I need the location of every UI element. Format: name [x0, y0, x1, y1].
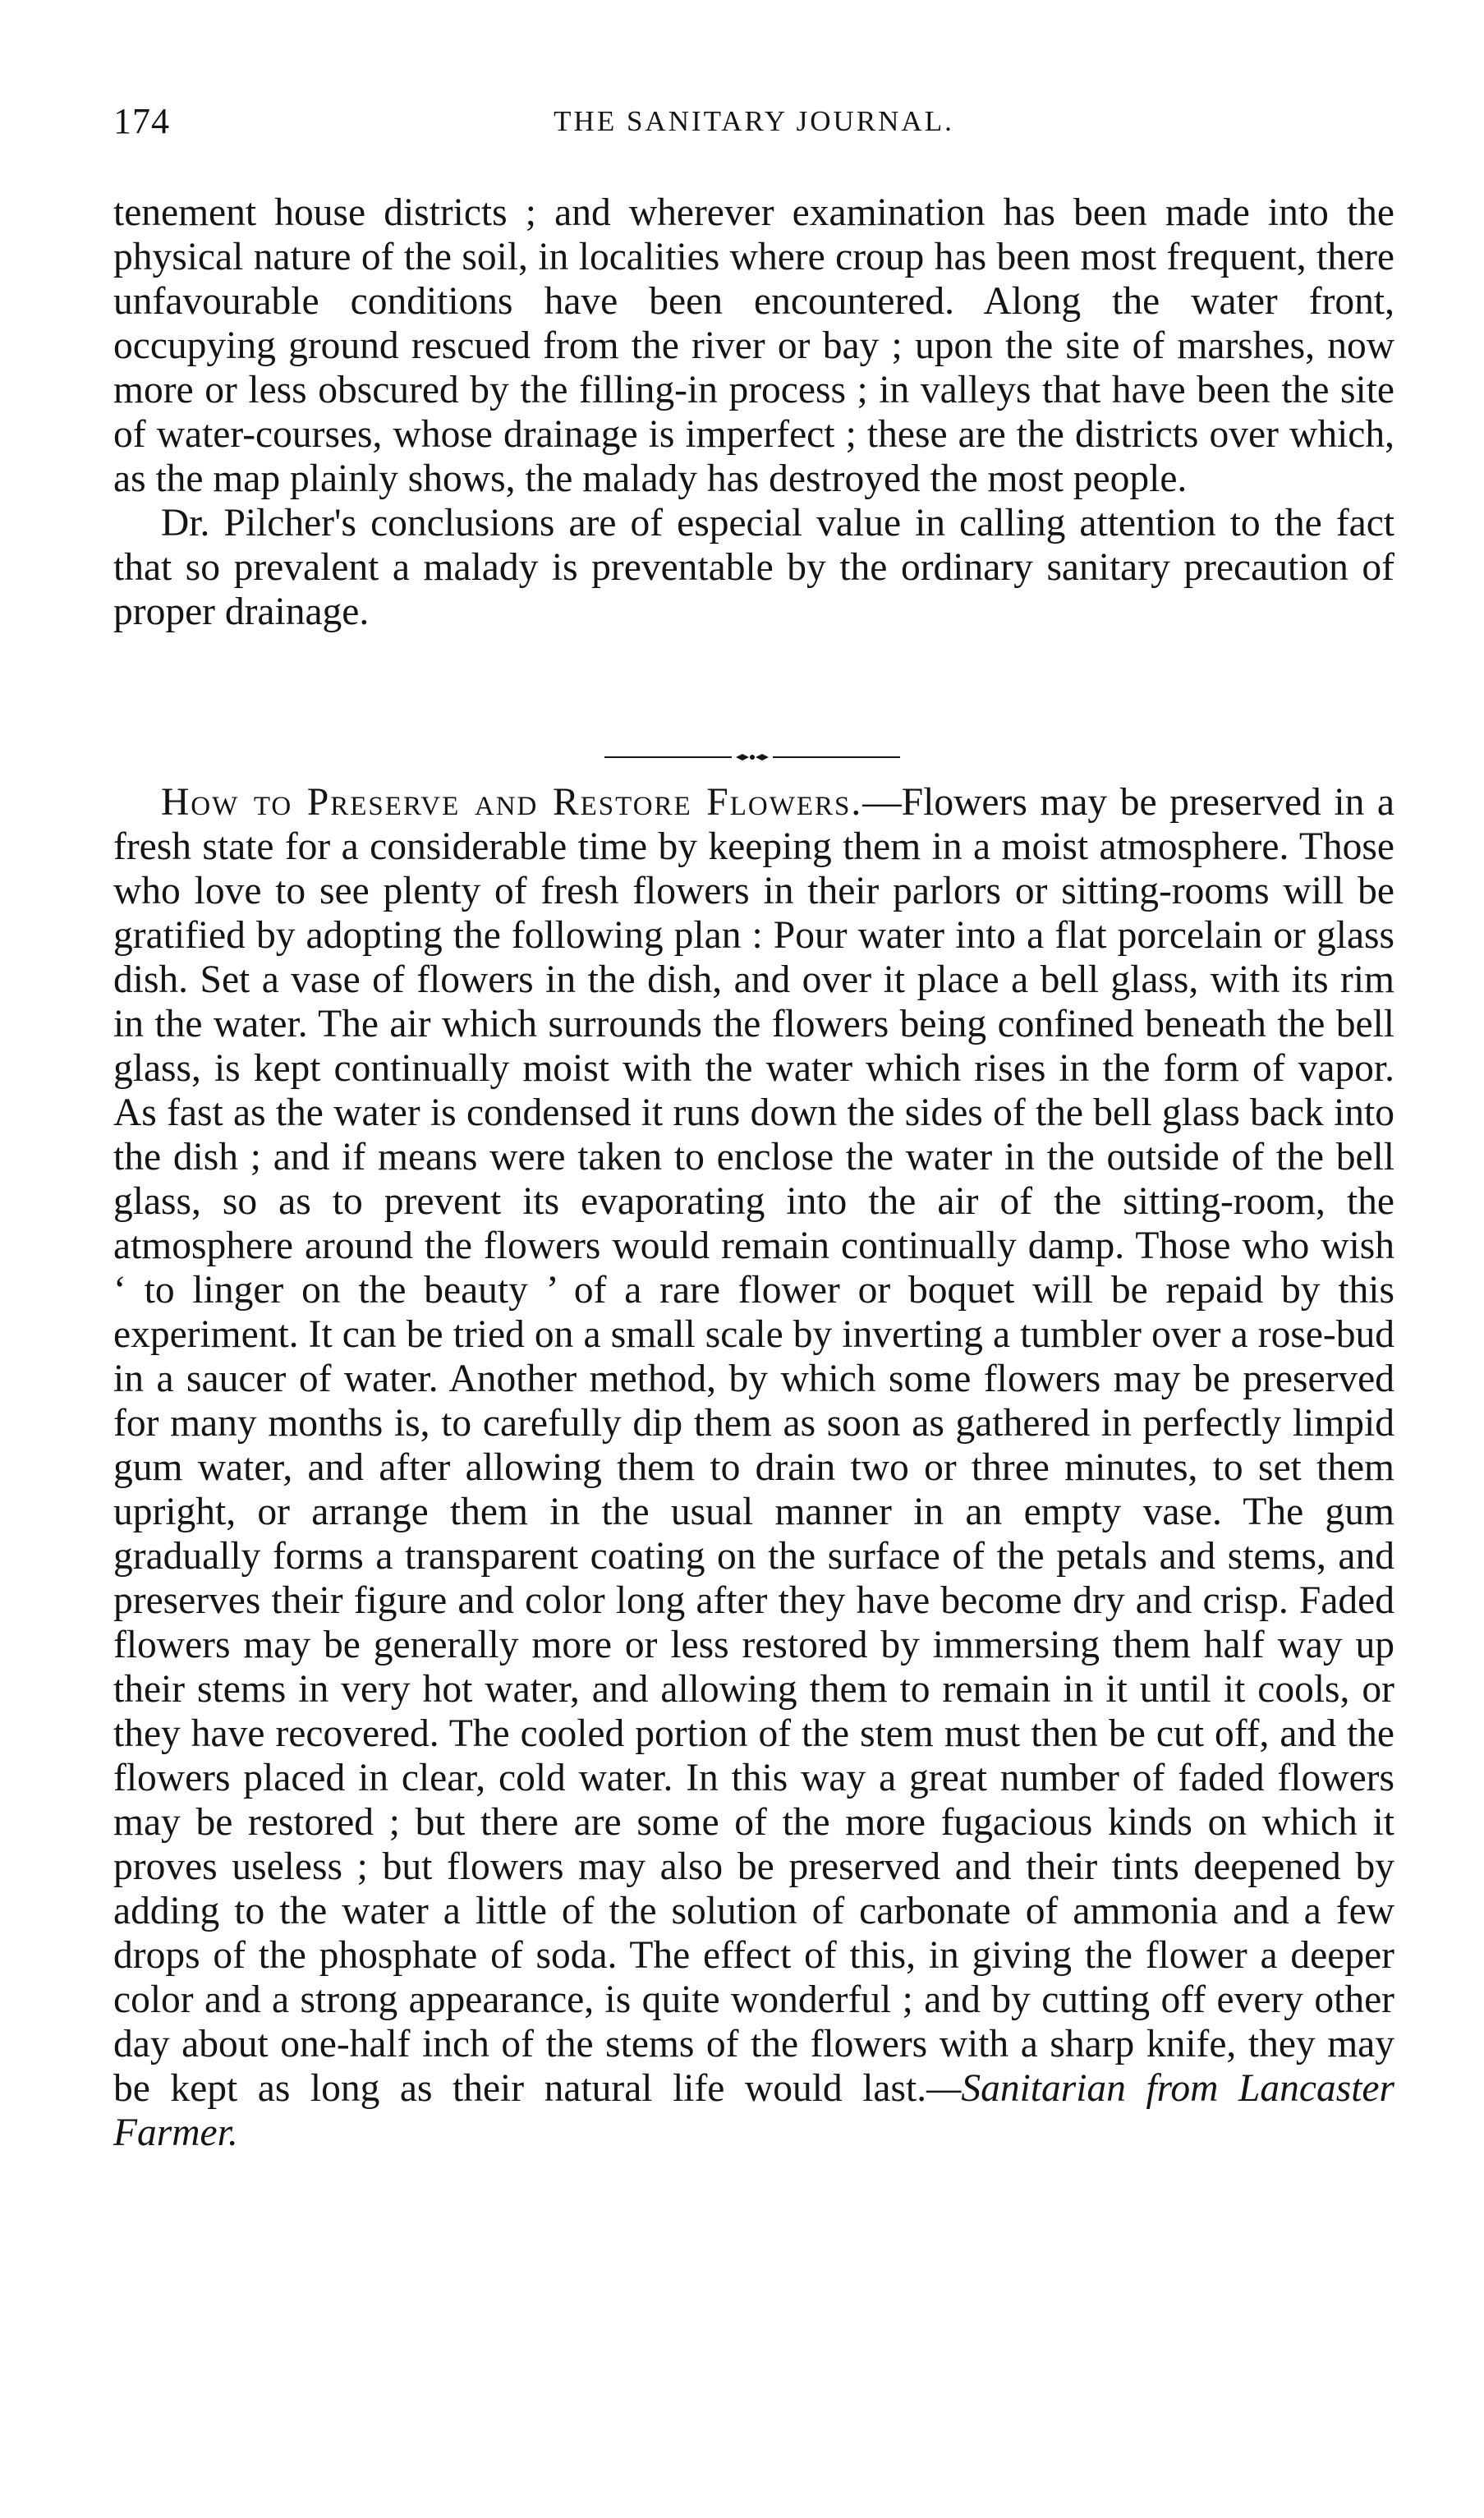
flowers-paragraph	[113, 780, 1394, 2155]
page-header	[113, 97, 1394, 146]
flowers-body: —Flowers may be preserved in a fresh state for a considerable time by keeping them in a moist atmosphere. Those who love to see plenty of fresh flowers in their parlors or sitting-rooms will be gratified by adopting the following plan : Pour water into a flat porcelain or glass dish. Set a vase of flowers in the dish, and over it place a bell glass, with its rim in the water. The air which surrounds the flowers being confined beneath the bell glass, is kept continually moist with the water which rises in the form of vapor. As fast as the water is condensed it runs down the sides of the bell glass back into the dish ; and if means were taken to enclose the water in the outside of the bell glass, so as to prevent its evaporating into the air of the sitting-room, the atmosphere around the flowers would remain continually damp. Those who wish ‘ to linger on the beauty ’ of a rare flower or boquet will be repaid by this experiment. It can be tried on a small scale by inverting a tumbler over a rose-bud in a saucer of water. Another method, by which some flowers may be preserved for many months is, to carefully dip them as soon as gathered in perfectly limpid gum water, and after allowing them to drain two or three minutes, to set them upright, or arrange them in the usual manner in an empty vase. The gum gradually forms a transparent coating on the surface of the petals and stems, and preserves their figure and color long after they have become dry and crisp. Faded flowers may be generally more or less restored by immersing them half way up their stems in very hot water, and allowing them to remain in it until it cools, or they have recovered. The cooled portion of the stem must then be cut off, and the flowers placed in clear, cold water. In this way a great number of faded flowers may be restored ; but there are some of the more fugacious kinds on which it proves useless ; but flowers may also be preserved and their tints deepened by adding to the water a little of the solution of carbonate of ammonia and a few drops of the phosphate of soda. The effect of this, in giving the flower a deeper color and a strong appearance, is quite wonderful ; and by cutting off every other day about one-half inch of the stems of the flowers with a sharp knife, they may be kept as long as their natural life would last.	[113, 781, 1394, 2110]
croup-paragraph-2: Dr. Pilcher's conclusions are of especial value in calling attention to the fact that so prevalent a malady is preventable by the ordinary sanitary precaution of proper drainage.	[113, 502, 1394, 633]
page-number: 174	[113, 101, 170, 141]
journal-title: THE SANITARY JOURNAL.	[554, 105, 954, 137]
flowers-heading: How to Preserve and Restore Flowers.	[161, 781, 863, 824]
flowers-article	[113, 780, 1394, 2155]
section-divider	[604, 752, 900, 762]
flowers-source: —Sanitarian from Lancaster Farmer.	[113, 2067, 1394, 2154]
croup-paragraph-1: tenement house districts ; and wherever examination has been made into the physical nature of the soil, in localities where croup has been most frequent, there unfavourable conditions have been encountered. Along the water front, occupying ground rescued from the river or bay ; upon the site of marshes, now more or less obscured by the filling-in process ; in valleys that have been the site of water-courses, whose drainage is imperfect ; these are the districts over which, as the map plainly shows, the malady has destroyed the most people.	[113, 191, 1394, 500]
croup-article	[113, 191, 1394, 634]
